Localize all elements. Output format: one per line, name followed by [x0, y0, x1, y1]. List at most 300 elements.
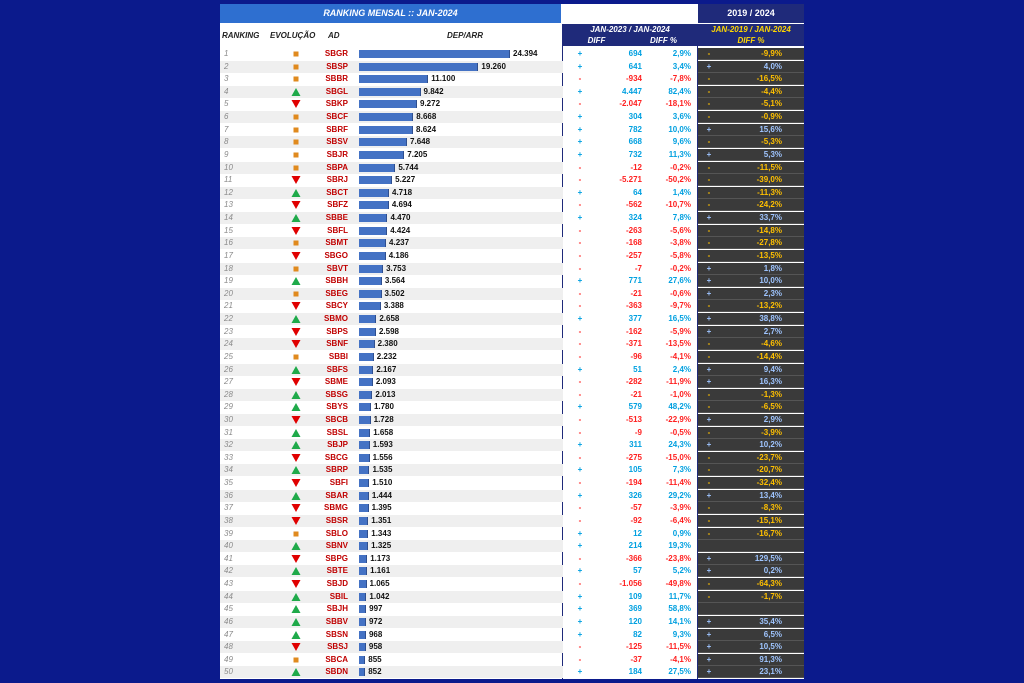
rank-cell: 18: [224, 263, 233, 273]
evolution-same-icon: [290, 654, 302, 666]
rank-cell: 49: [224, 654, 233, 664]
airport-code: SBTE: [326, 566, 348, 576]
diff-2019-cell: [698, 490, 804, 502]
diff-value: 377: [628, 314, 642, 324]
diff-2019-pct: 10,0%: [759, 276, 782, 286]
diff-value: -2.047: [619, 99, 642, 109]
diff-2019-sign: +: [706, 654, 712, 664]
table-row: [220, 540, 804, 552]
rank-cell: 26: [224, 364, 233, 374]
dep-arr-value: 4.718: [392, 187, 413, 197]
diff-sign: +: [577, 49, 583, 58]
evolution-down-icon: [290, 502, 302, 514]
diff-2019-pct: -8,3%: [761, 503, 782, 513]
diff-value: -275: [625, 452, 642, 462]
diff-2019-cell: [698, 389, 804, 401]
diff-value: -125: [625, 642, 642, 652]
evolution-same-icon: [290, 351, 302, 363]
row-background: [220, 666, 563, 678]
diff-2019-cell: [698, 187, 804, 199]
diff-2019-pct: -14,4%: [756, 351, 782, 361]
airport-code: SBMG: [324, 503, 348, 513]
diff-pct: -15,0%: [665, 452, 691, 462]
diff-sign: +: [577, 314, 583, 324]
airport-code: SBLO: [325, 528, 348, 538]
table-row: [220, 338, 804, 350]
diff-value: -21: [630, 288, 642, 298]
evolution-up-icon: [290, 313, 302, 325]
table-row: [220, 73, 804, 85]
diff-value: -363: [625, 301, 642, 311]
evolution-up-icon: [290, 212, 302, 224]
dep-arr-bar: [359, 75, 428, 83]
table-row: [220, 364, 804, 376]
diff-sign: -: [578, 288, 582, 298]
dep-arr-value: 5.227: [395, 175, 416, 185]
dep-arr-bar: [359, 214, 387, 222]
diff-2019-pct: [738, 540, 782, 552]
diff-2019-cell: [698, 48, 804, 60]
dep-arr-value: 7.205: [407, 149, 428, 159]
rank-cell: 46: [224, 616, 233, 626]
diff-2019-sign: +: [706, 566, 712, 576]
dep-arr-value: 9.842: [423, 86, 444, 96]
dep-arr-value: 2.598: [378, 326, 399, 336]
diff-value: 694: [628, 49, 642, 58]
dep-arr-bar: [359, 353, 374, 361]
dep-arr-value: 4.186: [388, 250, 409, 260]
diff-sign: +: [577, 490, 583, 500]
table-row: [220, 326, 804, 338]
evolution-down-icon: [290, 477, 302, 489]
diff-2019-pct: 23,1%: [759, 667, 782, 677]
diff-2019-sign: +: [706, 276, 712, 286]
rank-cell: 1: [224, 49, 229, 58]
rank-cell: 27: [224, 377, 233, 387]
diff-value: -12: [630, 162, 642, 172]
rank-cell: 48: [224, 642, 233, 652]
dep-arr-value: 3.564: [384, 276, 405, 286]
rank-cell: 43: [224, 579, 233, 589]
dep-arr-value: 2.232: [376, 351, 397, 361]
evolution-down-icon: [290, 300, 302, 312]
diff-2019-cell: [698, 300, 804, 312]
diff-2019-cell: [698, 86, 804, 98]
diff-value: -168: [625, 238, 642, 248]
diff-2019-cell: [698, 111, 804, 123]
dep-arr-value: 2.093: [375, 377, 396, 387]
diff-2019-cell: [698, 174, 804, 186]
diff-2019-cell: [698, 124, 804, 136]
rank-cell: 30: [224, 414, 233, 424]
airport-code: SBVT: [326, 263, 348, 273]
diff-2019-cell: [698, 351, 804, 363]
dep-arr-bar: [359, 290, 382, 298]
dep-arr-bar: [359, 88, 421, 96]
rank-cell: 5: [224, 99, 229, 109]
diff-pct: -3,8%: [670, 238, 691, 248]
diff-2019-pct: 6,5%: [763, 629, 782, 639]
diff-value: -57: [630, 503, 642, 513]
diff-value: 82: [633, 629, 642, 639]
rank-cell: 41: [224, 553, 233, 563]
diff-2019-sign: -: [707, 579, 711, 589]
diff-2019-cell: [698, 225, 804, 237]
diff-2019-sign: -: [707, 250, 711, 260]
header-blank: [563, 4, 697, 23]
diff-pct: -0,6%: [670, 288, 691, 298]
dep-arr-bar: [359, 63, 478, 71]
diff-pct: -11,9%: [666, 377, 691, 387]
diff-value: 304: [628, 112, 642, 122]
table-row: [220, 174, 804, 186]
rank-cell: 37: [224, 503, 233, 513]
diff-pct: -4,1%: [670, 351, 691, 361]
dep-arr-value: 2.013: [375, 389, 396, 399]
rank-cell: 45: [224, 604, 233, 614]
diff-pct: 3,4%: [672, 61, 691, 71]
evolution-same-icon: [290, 48, 302, 60]
evolution-up-icon: [290, 616, 302, 628]
diff-value: 732: [628, 149, 642, 159]
diff-2019-pct: 4,0%: [763, 61, 782, 71]
table-row: [220, 591, 804, 603]
dep-arr-value: 5.744: [398, 162, 419, 172]
table-row: [220, 414, 804, 426]
rank-cell: 11: [224, 175, 233, 185]
diff-2019-pct: [738, 603, 782, 615]
diff-value: 214: [628, 541, 642, 551]
dep-arr-value: 1.343: [371, 528, 392, 538]
airport-code: SBME: [324, 377, 348, 387]
rank-cell: 50: [224, 667, 233, 677]
airport-code: SBIL: [329, 591, 348, 601]
row-background: [220, 591, 563, 603]
dep-arr-bar: [359, 618, 366, 626]
evolution-same-icon: [290, 263, 302, 275]
diff-2019-cell: [698, 629, 804, 641]
evolution-down-icon: [290, 578, 302, 590]
table-row: [220, 553, 804, 565]
dep-arr-value: 1.444: [371, 490, 392, 500]
diff-value: 4.447: [621, 86, 642, 96]
diff-value: 120: [628, 616, 642, 626]
diff-2019-pct: 10,2%: [759, 440, 782, 450]
rank-cell: 3: [224, 74, 229, 84]
diff-value: -366: [625, 553, 642, 563]
diff-2019-sign: -: [707, 238, 711, 248]
dep-arr-bar: [359, 479, 369, 487]
diff-sign: -: [578, 642, 582, 652]
table-row: [220, 162, 804, 174]
diff-2019-pct: -16,5%: [756, 74, 782, 84]
evolution-same-icon: [290, 136, 302, 148]
diff-2019-sign: +: [706, 629, 712, 639]
diff-2019-sign: -: [707, 225, 711, 235]
diff-2019-sign: -: [707, 402, 711, 412]
diff-2019-cell: [698, 288, 804, 300]
airport-code: SBCG: [324, 452, 348, 462]
diff-2019-pct: -16,7%: [756, 528, 782, 538]
diff-2019-cell: [698, 591, 804, 603]
diff-sign: +: [577, 213, 583, 223]
diff-2019-cell: [698, 565, 804, 577]
diff-2019-cell: [698, 212, 804, 224]
airport-code: SBYS: [326, 402, 348, 412]
diff-value: -1.056: [619, 579, 642, 589]
airport-code: SBNF: [326, 339, 348, 349]
diff-2019-sign: -: [707, 452, 711, 462]
diff-pct: -9,7%: [670, 301, 691, 311]
diff-2019-pct: -6,5%: [761, 402, 782, 412]
dep-arr-bar: [359, 656, 365, 664]
table-row: [220, 250, 804, 262]
table-row: [220, 439, 804, 451]
diff-sign: +: [577, 137, 583, 147]
diff-value: -96: [630, 351, 642, 361]
table-row: [220, 300, 804, 312]
diff-sign: -: [578, 74, 582, 84]
table-row: [220, 401, 804, 413]
diff-value: -513: [625, 414, 642, 424]
dep-arr-bar: [359, 126, 413, 134]
diff-pct: 14,1%: [668, 616, 691, 626]
table-row: [220, 629, 804, 641]
rank-cell: 14: [224, 213, 233, 223]
diff-pct: -1,0%: [670, 389, 691, 399]
diff-2019-sign: -: [707, 351, 711, 361]
diff-pct: -0,2%: [670, 263, 691, 273]
airport-code: SBRF: [326, 124, 348, 134]
dep-arr-value: 972: [368, 616, 383, 626]
diff-2019-cell: [698, 237, 804, 249]
diff-2019-pct: -15,1%: [756, 515, 782, 525]
table-row: [220, 464, 804, 476]
dep-arr-bar: [359, 454, 370, 462]
diff-value: 184: [628, 667, 642, 677]
dep-arr-bar: [359, 530, 368, 538]
dep-arr-value: 4.694: [391, 200, 412, 210]
diff-2019-sign: +: [706, 288, 712, 298]
airport-code: SBFZ: [327, 200, 348, 210]
diff-2019-pct: 2,3%: [763, 288, 782, 298]
table-row: [220, 502, 804, 514]
diff-2019-pct: -11,3%: [757, 187, 782, 197]
diff-2019-sign: +: [706, 642, 712, 652]
dep-arr-bar: [359, 567, 367, 575]
dep-arr-value: 1.510: [372, 478, 393, 488]
table-row: [220, 565, 804, 577]
dep-arr-value: 2.167: [376, 364, 397, 374]
diff-sign: -: [578, 99, 582, 109]
diff-2019-sign: -: [707, 137, 711, 147]
dep-arr-bar: [359, 239, 386, 247]
dep-arr-bar: [359, 277, 382, 285]
evolution-down-icon: [290, 376, 302, 388]
diff-value: 326: [628, 490, 642, 500]
airport-code: SBJD: [326, 579, 348, 589]
dep-arr-value: 1.173: [370, 553, 391, 563]
diff-pct: -7,8%: [670, 74, 691, 84]
diff-2019-pct: -3,9%: [761, 427, 782, 437]
dep-arr-bar: [359, 366, 373, 374]
evolution-down-icon: [290, 225, 302, 237]
table-row: [220, 389, 804, 401]
diff-sign: +: [577, 528, 583, 538]
dep-arr-value: 2.380: [377, 339, 398, 349]
diff-value: -37: [630, 654, 642, 664]
rank-cell: 38: [224, 515, 233, 525]
dep-arr-value: 1.535: [372, 465, 393, 475]
evolution-down-icon: [290, 250, 302, 262]
evolution-same-icon: [290, 61, 302, 73]
diff-sign: -: [578, 553, 582, 563]
diff-value: -263: [625, 225, 642, 235]
diff-2019-cell: [698, 477, 804, 489]
rank-cell: 9: [224, 149, 229, 159]
dep-arr-value: 9.272: [420, 99, 441, 109]
row-background: [220, 616, 563, 628]
dep-arr-bar: [359, 668, 365, 676]
header-ranking: RANKING: [222, 31, 260, 40]
diff-sign: +: [577, 541, 583, 551]
diff-pct: 11,7%: [668, 591, 691, 601]
dep-arr-value: 1.593: [372, 440, 393, 450]
diff-pct: -13,5%: [665, 339, 691, 349]
evolution-down-icon: [290, 326, 302, 338]
diff-sign: -: [578, 579, 582, 589]
rank-cell: 12: [224, 187, 233, 197]
rank-cell: 29: [224, 402, 233, 412]
evolution-up-icon: [290, 540, 302, 552]
diff-2019-pct: -64,3%: [756, 579, 782, 589]
evolution-same-icon: [290, 124, 302, 136]
table-row: [220, 61, 804, 73]
dep-arr-bar: [359, 176, 392, 184]
rank-cell: 8: [224, 137, 229, 147]
dep-arr-value: 1.161: [370, 566, 391, 576]
table-row: [220, 477, 804, 489]
diff-2019-pct: 0,2%: [763, 566, 782, 576]
rank-cell: 47: [224, 629, 233, 639]
diff-sign: +: [577, 616, 583, 626]
diff-pct: -0,5%: [670, 427, 691, 437]
airport-code: SBCT: [326, 187, 348, 197]
diff-sign: -: [578, 326, 582, 336]
dep-arr-bar: [359, 100, 417, 108]
dep-arr-value: 997: [369, 604, 383, 614]
evolution-up-icon: [290, 364, 302, 376]
diff-sign: +: [577, 124, 583, 134]
diff-2019-cell: [698, 162, 804, 174]
airport-code: SBCB: [325, 414, 348, 424]
rank-cell: 20: [224, 288, 233, 298]
diff-2019-sign: -: [707, 112, 711, 122]
diff-2019-cell: [698, 61, 804, 73]
diff-value: 109: [628, 591, 642, 601]
diff-2019-pct: -5,1%: [761, 99, 782, 109]
diff-sign: -: [578, 238, 582, 248]
evolution-down-icon: [290, 98, 302, 110]
dep-arr-value: 1.395: [371, 503, 392, 513]
dep-arr-bar: [359, 429, 370, 437]
diff-2019-pct: -39,0%: [756, 175, 782, 185]
diff-2019-sign: +: [706, 440, 712, 450]
airport-code: SBSR: [325, 515, 348, 525]
diff-2019-sign: +: [706, 667, 712, 677]
diff-2019-cell: [698, 136, 804, 148]
diff-2019-sign: [704, 603, 714, 615]
table-row: [220, 124, 804, 136]
diff-sign: +: [577, 364, 583, 374]
diff-sign: +: [577, 465, 583, 475]
dep-arr-bar: [359, 605, 366, 613]
rank-cell: 28: [224, 389, 233, 399]
diff-2019-cell: [698, 439, 804, 451]
dep-arr-bar: [359, 643, 366, 651]
table-row: [220, 263, 804, 275]
diff-2019-sign: -: [707, 528, 711, 538]
diff-sign: -: [578, 351, 582, 361]
diff-pct: 16,5%: [668, 314, 691, 324]
diff-2019-pct: 33,7%: [759, 213, 782, 223]
diff-2019-cell: [698, 654, 804, 666]
row-background: [220, 565, 563, 577]
diff-2019-pct: 1,8%: [763, 263, 782, 273]
rank-cell: 16: [224, 238, 233, 248]
table-row: [220, 275, 804, 287]
dep-arr-bar: [359, 138, 407, 146]
dep-arr-value: 1.065: [369, 579, 390, 589]
diff-sign: -: [578, 414, 582, 424]
dep-arr-bar: [359, 504, 369, 512]
dep-arr-value: 19.260: [481, 61, 506, 71]
diff-sign: -: [578, 175, 582, 185]
dep-arr-bar: [359, 580, 367, 588]
dep-arr-bar: [359, 252, 386, 260]
diff-pct: -23,8%: [665, 553, 691, 563]
dep-arr-value: 852: [368, 667, 382, 677]
diff-2019-cell: [698, 540, 804, 552]
diff-value: 782: [628, 124, 642, 134]
diff-2019-sign: +: [706, 149, 712, 159]
row-background: [220, 515, 563, 527]
diff-sign: -: [578, 515, 582, 525]
diff-2019-sign: -: [707, 503, 711, 513]
airport-code: SBGO: [324, 250, 348, 260]
evolution-down-icon: [290, 641, 302, 653]
row-background: [220, 603, 563, 615]
airport-code: SBBE: [325, 213, 348, 223]
diff-pct: -18,1%: [665, 99, 691, 109]
diff-pct: 3,6%: [672, 112, 691, 122]
diff-pct: 58,8%: [668, 604, 691, 614]
diff-2019-cell: [698, 98, 804, 110]
diff-2019-pct: 15,6%: [759, 124, 782, 134]
row-background: [220, 654, 563, 666]
diff-2019-cell: [698, 502, 804, 514]
dep-arr-bar: [359, 302, 381, 310]
airport-code: SBBR: [325, 74, 348, 84]
dep-arr-bar: [359, 441, 370, 449]
airport-code: SBCY: [325, 301, 348, 311]
diff-sign: +: [577, 187, 583, 197]
diff-value: 57: [633, 566, 642, 576]
evolution-same-icon: [290, 288, 302, 300]
rank-cell: 7: [224, 124, 229, 134]
diff-pct: -10,7%: [665, 200, 691, 210]
table-title: RANKING MENSAL :: JAN-2024: [220, 4, 561, 23]
